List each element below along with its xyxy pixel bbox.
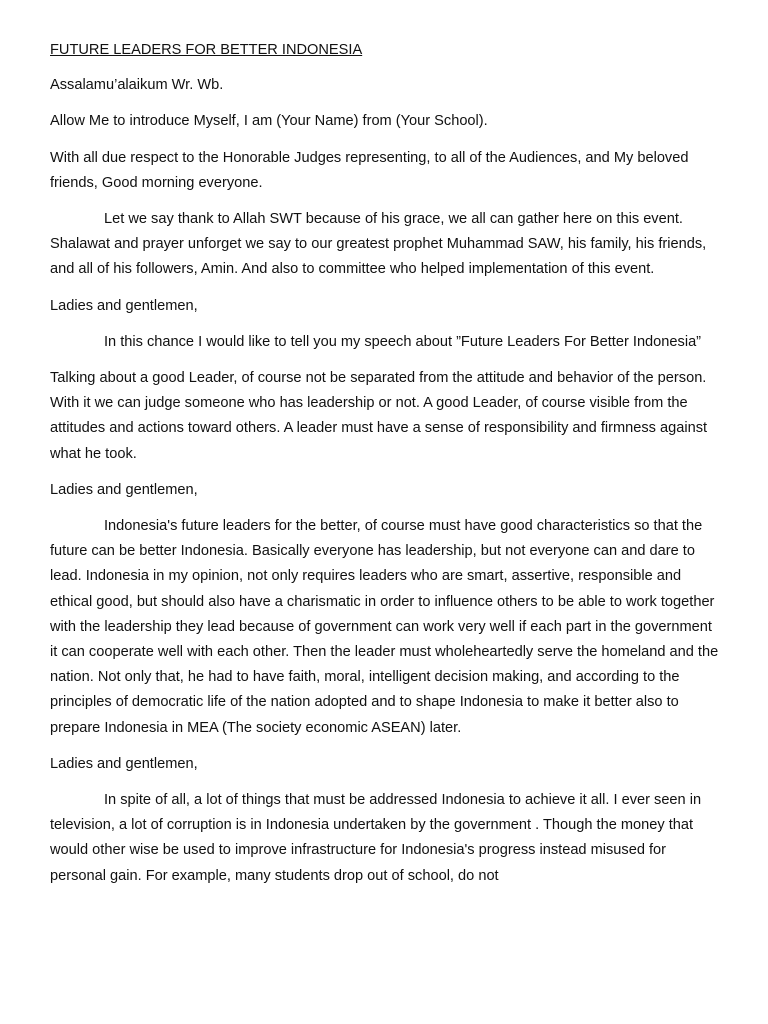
thanks-paragraph: Let we say thank to Allah SWT because of his grace, we all can gather here on this event. Shalawat and prayer unforget we say to our greatest prophet Muhammad SAW, his family, his friends, and all of his followers, Amin. And also to committee who helped implementation of this event. <box>50 211 707 278</box>
respect-paragraph: With all due respect to the Honorable Judges representing, to all of the Audiences, and My beloved friends, Good morning everyone. <box>50 149 689 191</box>
speech-intro-paragraph: In this chance I would like to tell you my speech about ”Future Leaders For Better Indonesia” <box>104 333 702 350</box>
future-leaders-paragraph: Indonesia's future leaders for the better, of course must have good characteristics so that the future can be better Indonesia. Basically everyone has leadership, but not everyone can and dare to lead. Indonesia in my opinion, not only requires leaders who are smart, assertive, responsible and ethical good, but should also have a charismatic in order to influence others to be able to work together with the leadership they lead because of government can work very well if each part in the government it can cooperate well with each other. Then the leader must wholeheartedly serve the homeland and the nation. Not only that, he had to have faith, moral, intelligent decision making, and according to the principles of democratic life of the nation adopted and to shape Indonesia to make it better also to prepare Indonesia in MEA (The society economic ASEAN) later. <box>50 518 719 736</box>
address-paragraph-2: Ladies and gentlemen, <box>50 481 198 498</box>
greeting-paragraph: Assalamu’alaikum Wr. Wb. <box>50 77 224 94</box>
good-leader-paragraph: Talking about a good Leader, of course not be separated from the attitude and behavior of the person. With it we can judge someone who has leadership or not. A good Leader, of course visible from the attitudes and actions toward others. A leader must have a sense of responsibility and firmness against what he took. <box>50 370 708 462</box>
corruption-paragraph: In spite of all, a lot of things that must be addressed Indonesia to achieve it all. I ever seen in television, a lot of corruption is in Indonesia undertaken by the government . Though the money that would other wise be used to improve infrastructure for Indonesia's progress instead misused for personal gain. For example, many students drop out of school, do not <box>50 792 702 884</box>
address-paragraph-3: Ladies and gentlemen, <box>50 755 198 772</box>
introduction-paragraph: Allow Me to introduce Myself, I am (Your Name) from (Your School). <box>50 113 488 130</box>
document-page <box>50 38 720 900</box>
document-title: FUTURE LEADERS FOR BETTER INDONESIA <box>50 42 363 58</box>
address-paragraph-1: Ladies and gentlemen, <box>50 297 198 314</box>
